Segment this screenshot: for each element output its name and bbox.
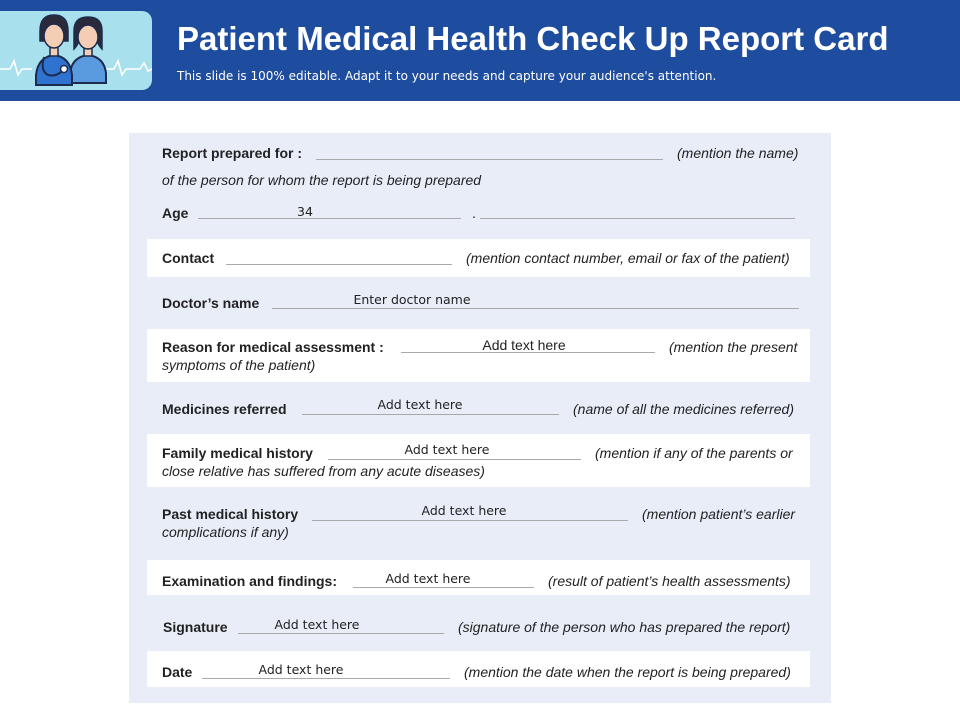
contact-field[interactable] <box>226 264 452 265</box>
past-history-hint: (mention patient’s earlier <box>642 506 796 522</box>
age-label: Age <box>162 205 189 221</box>
age-field[interactable] <box>198 218 461 219</box>
past-history-label: Past medical history <box>162 506 299 522</box>
examination-hint: (result of patient’s health assessments) <box>548 573 791 589</box>
report-prepared-for-field[interactable] <box>316 159 663 160</box>
doctor-patient-logo <box>0 11 152 90</box>
signature-value[interactable]: Add text here <box>274 617 360 632</box>
doctor-name-label: Doctor’s name <box>162 295 260 311</box>
signature-label: Signature <box>163 619 228 635</box>
reason-label: Reason for medical assessment : <box>162 339 384 355</box>
signature-field[interactable] <box>238 633 444 634</box>
age-value[interactable]: 34 <box>297 204 313 219</box>
contact-label: Contact <box>162 250 215 266</box>
contact-hint: (mention contact number, email or fax of the patient) <box>466 250 790 266</box>
family-history-label: Family medical history <box>162 445 313 461</box>
signature-hint: (signature of the person who has prepared the report) <box>458 619 791 635</box>
family-history-field[interactable] <box>328 459 581 460</box>
date-field[interactable] <box>202 678 450 679</box>
doctor-name-field[interactable] <box>272 308 799 309</box>
examination-field[interactable] <box>353 587 534 588</box>
reason-hint-cont: symptoms of the patient) <box>162 357 316 373</box>
report-prepared-for-hint-cont: of the person for whom the report is being prepared <box>162 172 482 188</box>
doctor-name-value[interactable]: Enter doctor name <box>353 292 471 307</box>
family-history-hint-cont: close relative has suffered from any acute diseases) <box>162 463 485 479</box>
date-value[interactable]: Add text here <box>258 662 344 677</box>
family-history-value[interactable]: Add text here <box>404 442 490 457</box>
doctor-patient-icon <box>0 11 152 90</box>
examination-value[interactable]: Add text here <box>385 571 471 586</box>
reason-hint: (mention the present <box>669 339 798 355</box>
header-banner <box>0 0 960 101</box>
medicines-field[interactable] <box>302 414 559 415</box>
age-extra-field[interactable] <box>480 218 795 219</box>
report-prepared-for-hint: (mention the name) <box>677 145 799 161</box>
date-label: Date <box>162 664 193 680</box>
age-separator: . <box>472 205 476 221</box>
date-hint: (mention the date when the report is being prepared) <box>464 664 791 680</box>
report-prepared-for-label: Report prepared for : <box>162 145 303 161</box>
examination-label: Examination and findings: <box>162 573 338 589</box>
reason-value[interactable]: Add text here <box>482 337 566 353</box>
page-title: Patient Medical Health Check Up Report Card <box>177 20 889 57</box>
medicines-label: Medicines referred <box>162 401 287 417</box>
page-subtitle: This slide is 100% editable. Adapt it to your needs and capture your audience's attention. <box>177 69 717 83</box>
medicines-value[interactable]: Add text here <box>377 397 463 412</box>
past-history-field[interactable] <box>312 520 628 521</box>
medicines-hint: (name of all the medicines referred) <box>573 401 794 417</box>
past-history-value[interactable]: Add text here <box>421 503 507 518</box>
past-history-hint-cont: complications if any) <box>162 524 289 540</box>
family-history-hint: (mention if any of the parents or <box>595 445 793 461</box>
